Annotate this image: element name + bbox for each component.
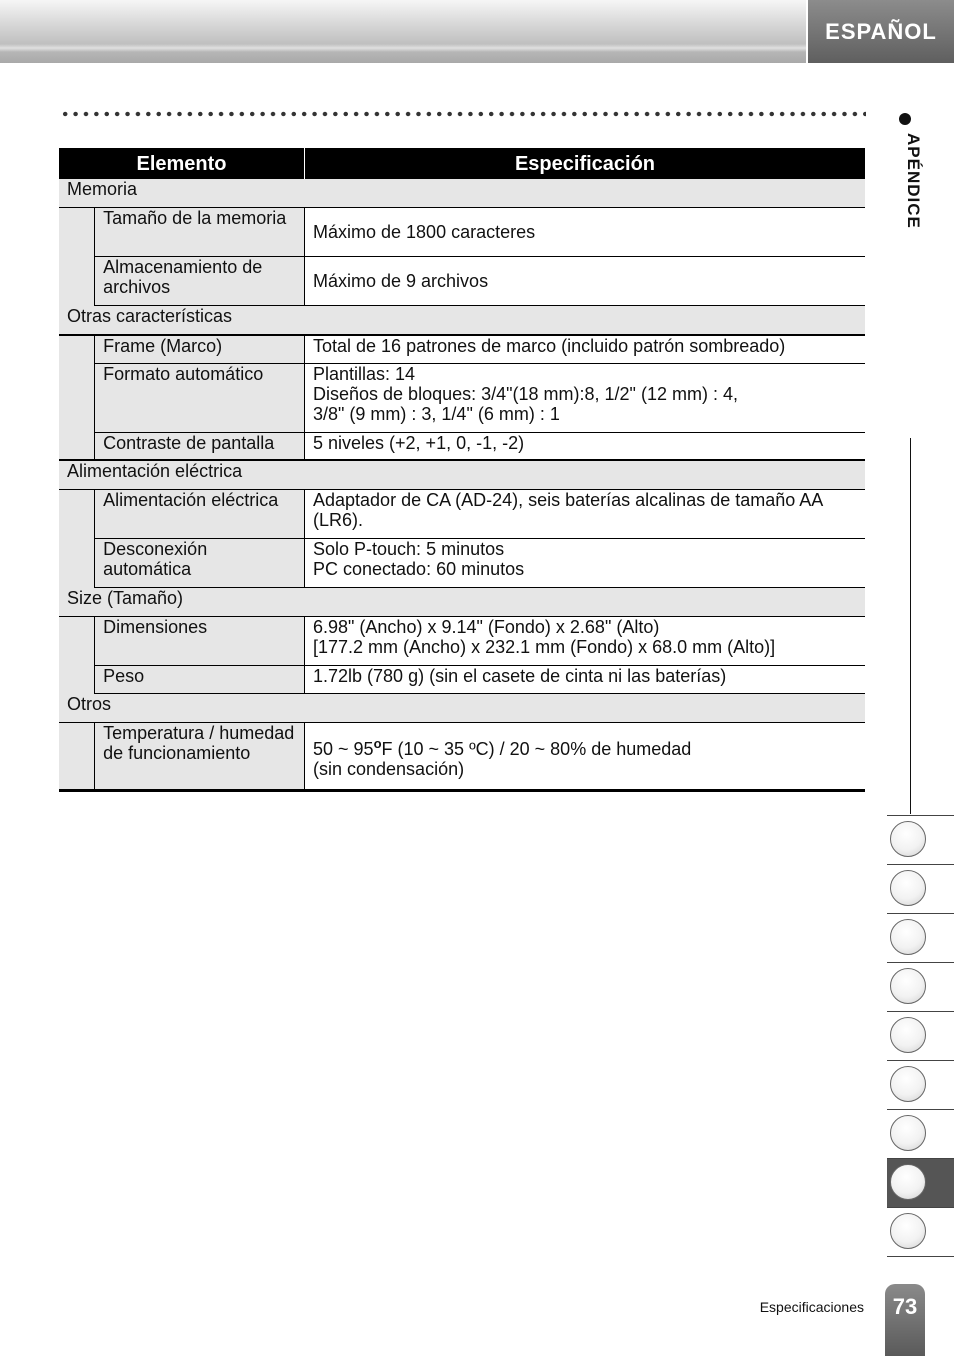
row-value: [305, 490, 866, 539]
chapter-tab-7[interactable]: [887, 1110, 954, 1159]
row-item: Contraste de pantalla: [95, 432, 305, 460]
section-side-label: APÉNDICE: [904, 133, 923, 229]
row-value: 5 niveles (+2, +1, 0, -1, -2): [305, 432, 866, 460]
chapter-tab-4[interactable]: [887, 963, 954, 1012]
row-item: Formato automático: [95, 363, 305, 432]
group-label: Size (Tamaño): [59, 588, 865, 617]
chapter-tab-8-active[interactable]: [887, 1159, 954, 1208]
row-value: Máximo de 9 archivos: [305, 257, 866, 306]
page-number: 73: [885, 1284, 925, 1356]
table-row: [59, 432, 865, 460]
chapter-circle-icon: [890, 919, 926, 955]
value-line: Diseños de bloques: 3/4"(18 mm):8, 1/2" (12 mm) : 4,: [313, 383, 738, 404]
chapter-tab-9[interactable]: [887, 1208, 954, 1257]
row-value: [305, 617, 866, 666]
row-value: [305, 723, 866, 791]
value-part: 50 ~ 95: [313, 738, 374, 759]
table-row: [59, 208, 865, 257]
table-row: [59, 617, 865, 666]
group-row-alimentacion: [59, 460, 865, 490]
table-row: [59, 335, 865, 363]
row-value: Máximo de 1800 caracteres: [305, 208, 866, 257]
row-item: Alimentación eléctrica: [95, 490, 305, 539]
chapter-circle-icon: [890, 968, 926, 1004]
value-line: Solo P-touch: 5 minutos: [313, 539, 505, 559]
row-item: Peso: [95, 666, 305, 694]
group-label: Alimentación eléctrica: [59, 460, 865, 490]
degree-superscript: o: [373, 735, 382, 751]
group-indent: [59, 490, 95, 588]
value-line: [177.2 mm (Ancho) x 232.1 mm (Fondo) x 68.0 mm (Alto)]: [313, 637, 776, 657]
row-item: Dimensiones: [95, 617, 305, 666]
language-tab-label: ESPAÑOL: [825, 18, 937, 44]
table-row: [59, 666, 865, 694]
group-row-memoria: [59, 179, 865, 208]
group-indent: [59, 723, 95, 791]
value-line: (LR6).: [313, 510, 364, 530]
dotted-rule: [60, 110, 866, 118]
table-row: [59, 539, 865, 588]
chapter-tab-3[interactable]: [887, 914, 954, 963]
chapter-circle-icon: [890, 1213, 926, 1249]
row-value: Total de 16 patrones de marco (incluido patrón sombreado): [305, 335, 866, 363]
value-line: 6.98" (Ancho) x 9.14" (Fondo) x 2.68" (Alto): [313, 617, 660, 637]
table-row: [59, 490, 865, 539]
row-value: [305, 539, 866, 588]
chapter-circle-icon: [890, 1164, 926, 1200]
table-row: [59, 723, 865, 791]
row-item: Temperatura / humedad de funcionamiento: [95, 723, 305, 791]
value-line: Plantillas: 14: [313, 363, 416, 384]
header-elemento: Elemento: [59, 148, 305, 179]
chapter-circle-icon: [890, 821, 926, 857]
chapter-circle-icon: [890, 870, 926, 906]
value-line: 3/8" (9 mm) : 3, 1/4" (6 mm) : 1: [313, 403, 560, 424]
group-label: Otros: [59, 694, 865, 723]
value-line: [313, 734, 857, 759]
chapter-tab-5[interactable]: [887, 1012, 954, 1061]
row-value: 1.72lb (780 g) (sin el casete de cinta ni las baterías): [305, 666, 866, 694]
group-indent: [59, 617, 95, 694]
chapter-circle-icon: [890, 1017, 926, 1053]
row-item: Almacenamiento de archivos: [95, 257, 305, 306]
value-line: (sin condensación): [313, 758, 465, 779]
group-row-otras: [59, 306, 865, 336]
header-band: [0, 0, 806, 63]
chapter-tab-2[interactable]: [887, 865, 954, 914]
group-row-size: [59, 588, 865, 617]
group-label: Otras características: [59, 306, 865, 336]
row-item: Tamaño de la memoria: [95, 208, 305, 257]
chapter-tab-6[interactable]: [887, 1061, 954, 1110]
header-especificacion: Especificación: [305, 148, 866, 179]
bullet-icon: [899, 113, 911, 125]
value-line: PC conectado: 60 minutos: [313, 559, 525, 579]
side-divider: [910, 438, 911, 814]
chapter-circle-icon: [890, 1066, 926, 1102]
table-row: [59, 257, 865, 306]
group-label: Memoria: [59, 179, 865, 208]
row-value: [305, 363, 866, 432]
table-row: [59, 363, 865, 432]
group-row-otros: [59, 694, 865, 723]
value-part: F (10 ~ 35 ºC) / 20 ~ 80% de humedad: [381, 738, 692, 759]
specifications-table: [59, 148, 865, 792]
chapter-tab-1[interactable]: [887, 816, 954, 865]
row-item: Frame (Marco): [95, 335, 305, 363]
group-indent: [59, 208, 95, 306]
chapter-circle-icon: [890, 1115, 926, 1151]
row-item: Desconexión automática: [95, 539, 305, 588]
footer-section-name: Especificaciones: [759, 1299, 864, 1315]
group-indent: [59, 335, 95, 460]
language-tab: [806, 0, 954, 63]
value-line: Adaptador de CA (AD-24), seis baterías alcalinas de tamaño AA: [313, 490, 824, 510]
